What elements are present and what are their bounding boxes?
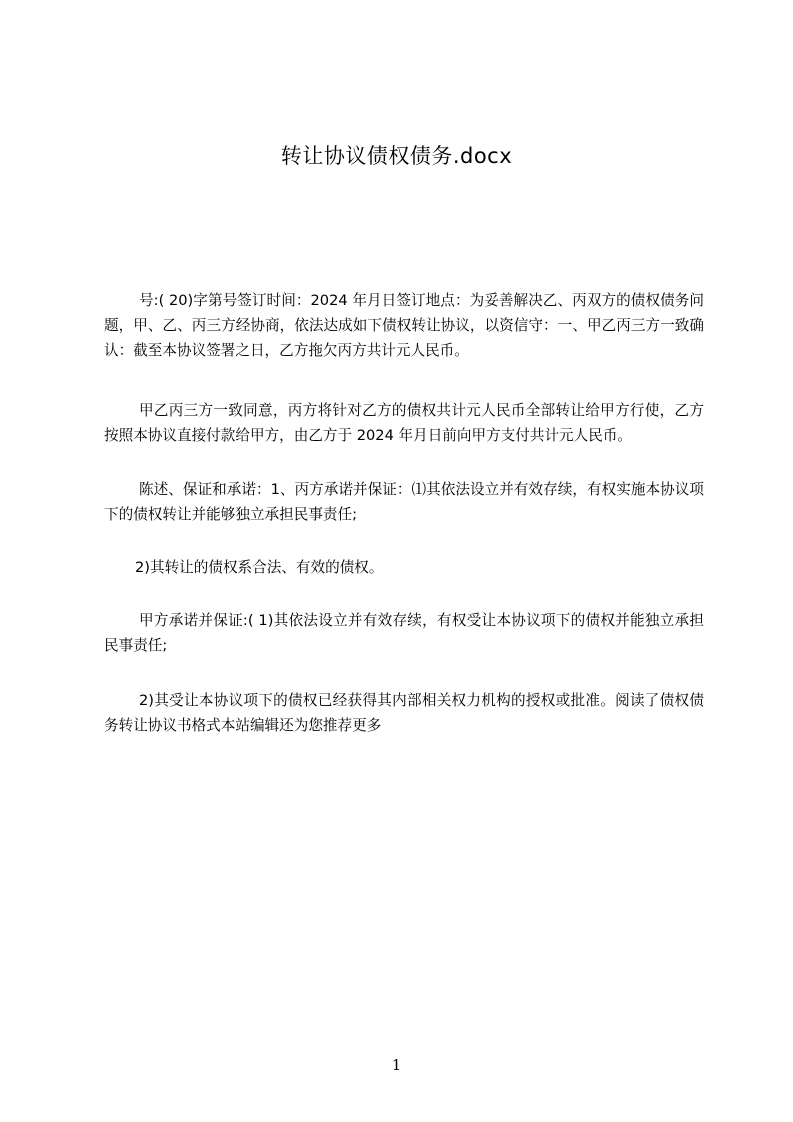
paragraph-warranties-party-c: 陈述、保证和承诺：1、丙方承诺并保证：⑴其依法设立并有效存续，有权实施本协议项下的债权转让并能够独立承担民事责任; [104, 481, 704, 523]
paragraph-transfer-terms: 甲乙丙三方一致同意，丙方将针对乙方的债权共计元人民币全部转让给甲方行使，乙方按照本协议直接付款给甲方，由乙方于 2024 年月日前向甲方支付共计元人民币。 [104, 402, 704, 444]
paragraph-legal-claim: 2)其转让的债权系合法、有效的债权。 [135, 559, 384, 576]
paragraph-authorization: 2)其受让本协议项下的债权已经获得其内部相关权力机构的授权或批准。阅读了债权债务转让协议书格式本站编辑还为您推荐更多 [104, 692, 704, 734]
page-number: 1 [391, 1056, 402, 1074]
paragraph-agreement-intro: 号:( 20)字第号签订时间：2024 年月日签订地点：为妥善解决乙、丙双方的债权债务问题，甲、乙、丙三方经协商，依法达成如下债权转让协议，以资信守：一、甲乙丙三方一致确认：截至本协议签署之日，乙方拖欠丙方共计元人民币。 [104, 292, 704, 359]
document-title: 转让协议债权债务.docx [280, 144, 513, 168]
paragraph-warranties-party-a: 甲方承诺并保证:( 1)其依法设立并有效存续，有权受让本协议项下的债权并能独立承担民事责任; [104, 612, 704, 654]
